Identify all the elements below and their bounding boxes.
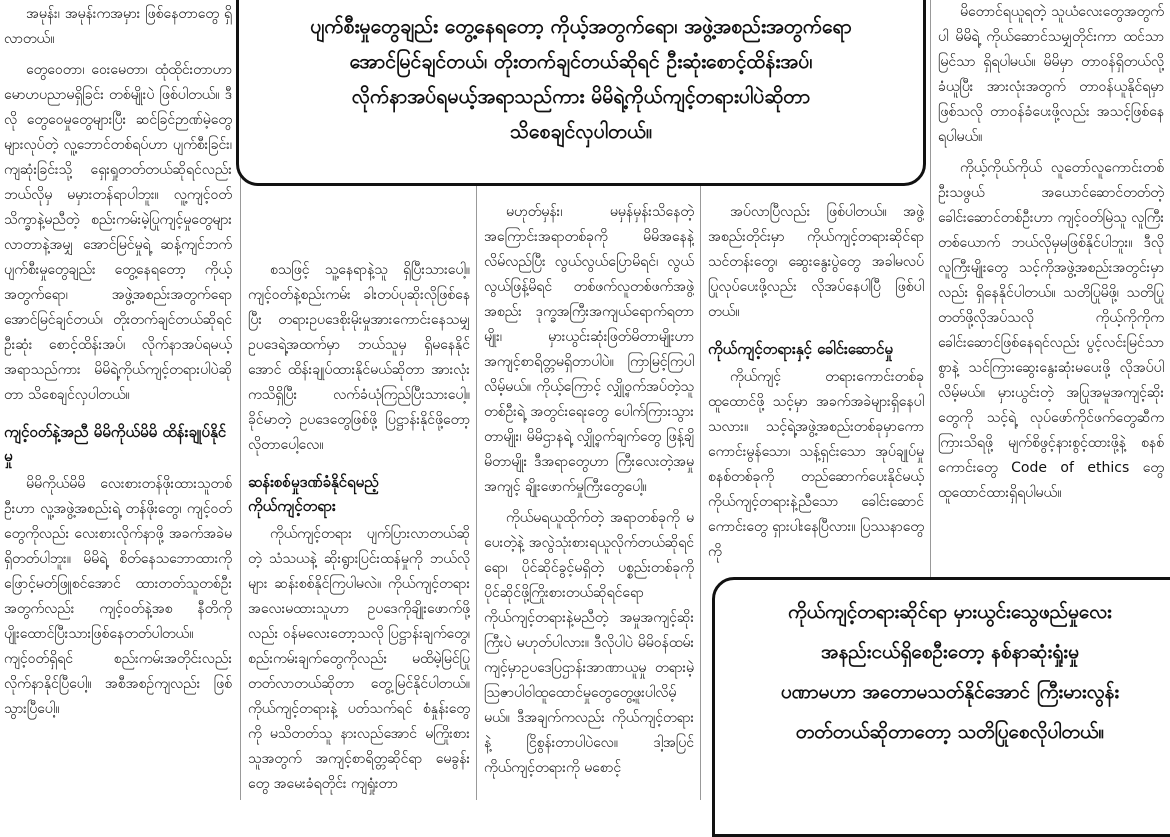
pull-quote-top xyxy=(236,0,926,186)
pull-quote-line: လိုက်နာအပ်ရမယ့်အရာသည်ကား မိမိရဲ့ကိုယ်ကျင့်တရားပါပဲဆိုတာ xyxy=(351,85,811,108)
article-column-2 xyxy=(248,258,470,800)
pull-quote-line: ပဏာမဟာ အတောမသတ်နိုင်အောင် ကြီးမားလွန်း xyxy=(780,681,1120,703)
section-heading: ဆန်းစစ်မှုဒဏ်ခံနိုင်ရမည့် ကိုယ်ကျင့်တရား xyxy=(248,473,379,515)
pull-quote-bottom xyxy=(712,577,1170,837)
paragraph: ကိုယ်ကျင့်တရား ပျက်ပြားလာတယ်ဆိုတဲ့ သံသယနဲ့ ဆိုးရွားပြင်းထန်မှုကို ဘယ်လိုများ ဆန်းစစ်နိုင်ကြပါမလဲ။ ကိုယ်ကျင့်တရား အလေးမထားသူဟာ ဥပဒေကိုချိုးဖောက်ဖို့လည်း ဝန်မလေးတော့သလို ပြဋ္ဌာန်းချက်တွေ၊ စည်းကမ်းချက်တွေကိုလည်း မထိမဲ့မြင်ပြုတတ်လာတယ်ဆိုတာ တွေ့မြင်နိုင်ပါတယ်။ ကိုယ်ကျင့်တရားနဲ့ ပတ်သက်ရင် စံနှုန်းတွေကို မသိတတ်သူ နားလည်အောင် မကြိုးစားသူအတွက် အကျင့်စာရိတ္တဆိုင်ရာ မေခွန်းတွေ အမေးခံရတိုင်း ကျရှုံးတာ xyxy=(248,526,470,792)
paragraph: မိတောင်ရယူရတဲ့ သူယံလေးတွေအတွက် ပါ မိမိရဲ့ ကိုယ်ဆောင်သမျှတိုင်းကာ ထင်သာ မြင်သာ ရှိရပါမယ်။ မိမိမှာ တာဝန်ရှိတယ်လို့ ခံယူပြီး အားလုံးအတွက် တာဝန်ယူနိုင်ရမှာ ဖြစ်သလို တာဝန်ခံပေးဖို့လည်း အသင့်ဖြစ်နေရပါမယ်။ xyxy=(938,4,1164,145)
pull-quote-line: အောင်မြင်ချင်တယ်၊ တိုးတက်ချင်တယ်ဆိုရင် ဦးဆုံးစောင့်ထိန်းအပ်၊ xyxy=(349,50,813,73)
paragraph: မဟုတ်မှန်း၊ မမှန်မှန်းသိနေတဲ့ အကြောင်းအရာတစ်ခုကို မိမိအနေနဲ့ လိမ်လည်ပြီး လွယ်လွယ်ပြောမိရင်၊ လွယ်လွယ်ဖြန့်မိရင် တစ်ဖက်လူတစ်ဖက်အဖွဲ့အစည်း ဒုက္ခအကြီးအကျယ်ရောက်ရတာမျိုး၊ မှားယွင်းဆုံးဖြတ်မိတာမျိုးဟာ အကျင့်စာရိတ္တမရှိတာပါပဲ။ ကြာမြင့်ကြပါလိမ့်မယ်။ ကိုယ့်ကြောင့် လျှို့ဝှက်အပ်တဲ့သူတစ်ဦးရဲ့ အတွင်းရေးတွေ ပေါက်ကြားသွားတာမျိုး၊ မိမိဌာနရဲ့ လျှို့ဝှက်ချက်တွေ ဖြန့်ချိမိတာမျိုး ဒီအရာတွေဟာ ကြီးလေးတဲ့အမှုအကျင့် ချိုးဖောက်မှုကြီးတွေပေါ့။ xyxy=(484,204,694,495)
pull-quote-line: ပျက်စီးမှုတွေချည်း တွေ့နေရတော့ ကိုယ့်အတွက်ရော၊ အဖွဲ့အစည်းအတွက်ရော xyxy=(310,15,852,38)
paragraph: အပ်လာပြီလည်း ဖြစ်ပါတယ်။ အဖွဲ့အစည်းတိုင်းမှာ ကိုယ်ကျင့်တရားဆိုင်ရာ သင်တန်းတွေ၊ ဆွေးနွေးပွဲတွေ အခါမလပ် ပြုလုပ်ပေးဖို့လည်း လိုအပ်နေပါပြီ ဖြစ်ပါတယ်။ xyxy=(708,204,924,320)
pull-quote-line: သိစေချင်လှပါတယ်။ xyxy=(510,120,652,143)
article-column-1 xyxy=(4,0,232,800)
article-column-5 xyxy=(938,0,1164,572)
paragraph: တွေဝေတာ၊ ဝေးမေတာ၊ ထုံထိုင်းတာဟာ မောဟပညာမရှိခြင်း တစ်မျိုးပဲ ဖြစ်ပါတယ်။ ဒီလို တွေဝေမှုတွေများပြီး ဆင်ခြင်ဉာဏ်မဲ့တွေများလုပ်တဲ့ လူ့ဘောင်တစ်ရပ်ဟာ ပျက်စီးခြင်း၊ ကျဆုံးခြင်းသို့ ရှေးရှုတတ်တယ်ဆိုရင်လည်း ဘယ်လိုမှ မမှားတန်ရာပါဘူး။ လူ့ကျင့်ဝတ်သိက္ခာနဲ့မညီတဲ့ စည်းကမ်းမဲ့ပြုကျင့်မှုတွေများလာတာနဲ့အမျှ အောင်မြင်မှုရဲ့ ဆန့်ကျင်ဘက် ပျက်စီးမှုတွေချည်း တွေ့နေရတော့ ကိုယ့်အတွက်ရော၊ အဖွဲ့အစည်းအတွက်ရော အောင်မြင်ချင်တယ်၊ တိုးတက်ချင်တယ်ဆိုရင် ဦးဆုံး စောင့်ထိန်းအပ်၊ လိုက်နာအပ်ရမယ့်အရာသည်ကား မိမိရဲ့ကိုယ်ကျင့်တရားပါပဲဆိုတာ သိစေချင်လှပါတယ်။ xyxy=(4,62,232,403)
pull-quote-line: တတ်တယ်ဆိုတာတော့ သတိပြုစေလိုပါတယ်။ xyxy=(795,721,1105,743)
pull-quote-line: အနည်းငယ်ရှိစေဦးတော့ နစ်နာဆုံးရှုံးမှု xyxy=(821,641,1079,663)
section-heading: ကျင့်ဝတ်နဲ့အညီ မိမိကိုယ်မိမိ ထိန်းချုပ်နိုင်မှု xyxy=(4,423,227,465)
paragraph: စသဖြင့် သူ့နေရာနဲ့သူ ရှိပြီးသားပေါ့။ ကျင့်ဝတ်နဲ့စည်းကမ်း ခါးတပ်ပုဆိုးလိုဖြစ်နေပြီး တရားဥပဒေစိုးမိုးမှုအားကောင်းနေသမျှ ဥပဒေရဲ့အထက်မှာ ဘယ်သူမှ ရှိမနေနိုင်အောင် ထိန်းချုပ်ထားနိုင်မယ်ဆိုတာ အားလုံးကသိရှိပြီး လက်ခံယုံကြည်ပြီးသားပေါ့။ ခိုင်မာတဲ့ ဥပဒေတွေဖြစ်ဖို့ ပြဋ္ဌာန်းနိုင်ဖို့တော့ လိုတာပေါ့လေ။ xyxy=(248,262,470,453)
article-column-4 xyxy=(708,200,924,572)
paragraph: အမုန်း၊ အမုန်းကအမှား ဖြစ်နေတာတွေ ရှိလာတယ်။ xyxy=(4,6,232,47)
paragraph: ကိုယ်မရယူထိုက်တဲ့ အရာတစ်ခုကို မပေးတဲ့နဲ့ အလွဲသုံးစားရယူလိုက်တယ်ဆိုရင်ရော၊ ပိုင်ဆိုင်ခွင့်မရှိတဲ့ ပစ္စည်းတစ်ခုကို ပိုင်ဆိုင်ဖို့ကြိုးစားတယ်ဆိုရင်ရော ကိုယ်ကျင့်တရားနဲ့မညီတဲ့ အမှုအကျင့်ဆိုးကြီးပဲ မဟုတ်ပါလား။ ဒီလိုပါပဲ မိမိဝန်ထမ်းကျင့်မှာဥပဒေပြဌာန်းအာဏာယူမှု တရားမဲ့ဩဇာပါဝါထူထောင်မှုတွေတွေ့ဖူးပါလိမ့်မယ်။ ဒီအချက်ကလည်း ကိုယ်ကျင့်တရားနဲ့ ငြိစွန်းတာပါပဲလေ။ ဒါ့အပြင် ကိုယ်ကျင့်တရားကို မစောင့် xyxy=(484,510,694,776)
article-column-3 xyxy=(484,200,694,800)
paragraph: ကိုယ်ကျင့် တရားကောင်းတစ်ခု ထူထောင်ဖို့ သင့်မှာ အခက်အခဲများရှိနေပါသလား။ သင့်ရဲ့အဖွဲ့အစည်းတစ်ခုမှာကော ကောင်းမွန်သော၊ သန့်ရှင်းသော အုပ်ချုပ်မှုစနစ်တစ်ခုကို တည်ဆောက်ပေးနိုင်မယ့် ကိုယ်ကျင့်တရားနဲ့ညီသော ခေါင်းဆောင်ကောင်းတွေ ရှားပါးနေပြီလား။ ပြဿနာတွေကို xyxy=(708,369,924,560)
section-heading: ကိုယ်ကျင့်တရားနှင့် ခေါင်းဆောင်မှု xyxy=(708,340,893,358)
pull-quote-line: ကိုယ်ကျင့်တရားဆိုင်ရာ မှားယွင်းသွေဖည်မှုလေး xyxy=(788,601,1112,623)
paragraph: မိမိကိုယ်မိမိ လေးစားတန်ဖိုးထားသူတစ်ဦးဟာ လူ့အဖွဲ့အစည်းရဲ့ တန်ဖိုးတွေ၊ ကျင့်ဝတ်တွေကိုလည်း လေးစားလိုက်နာဖို့ အခက်အခဲမရှိတတ်ပါဘူး။ မိမိရဲ့ စိတ်နေသဘောထားကို ဖြောင့်မတ်ဖြူစင်အောင် ထားတတ်သူတစ်ဦးအတွက်လည်း ကျင့်ဝတ်နဲ့အစ နီတိကိုပျိုးထောင်ပြီးသားဖြစ်နေတတ်ပါတယ်။ ကျင့်ဝတ်ရှိရင် စည်းကမ်းအတိုင်းလည်း လိုက်နာနိုင်ပြီပေါ့။ အစီအစဉ်ကျလည်း ဖြစ်သွားပြီပေါ့။ xyxy=(4,476,232,717)
paragraph: ကိုယ့်ကိုယ်ကိုယ် လူတော်လူကောင်းတစ်ဦးသဖွယ် အယောင်ဆောင်တတ်တဲ့ ခေါင်းဆောင်တစ်ဦးဟာ ကျင့်ဝတ်မြဲသူ လူကြီးတစ်ယောက် ဘယ်လိုမှမဖြစ်နိုင်ပါဘူး။ ဒီလိုလူကြီးမျိုးတွေ သင့်ကိုအဖွဲ့အစည်းအတွင်းမှာလည်း ရှိနေနိုင်ပါတယ်။ သတိပြုမိဖို့၊ သတိပြုတတ်ဖို့လိုအပ်သလို ကိုယ့်ကိုကိုက ခေါင်းဆောင်ဖြစ်နေရင်လည်း ပွင့်လင်းမြင်သာစွာနဲ့ သင်ကြားဆွေးနွေးဆုံးမပေးဖို့ လိုအပ်ပါလိမ့်မယ်။ မှားယွင်းတဲ့ အပြုအမူအကျင့်ဆိုးတွေကို သင့်ရဲ့ လုပ်ဖော်ကိုင်ဖက်တွေဆီက ကြားသိရဖို့ မျက်စိဖွင့်နားစွင့်ထားဖို့နဲ့ စနစ်ကောင်းတွေ Code of ethics တွေ ထူထောင်ထားရှိရပါမယ်။ xyxy=(938,160,1164,501)
